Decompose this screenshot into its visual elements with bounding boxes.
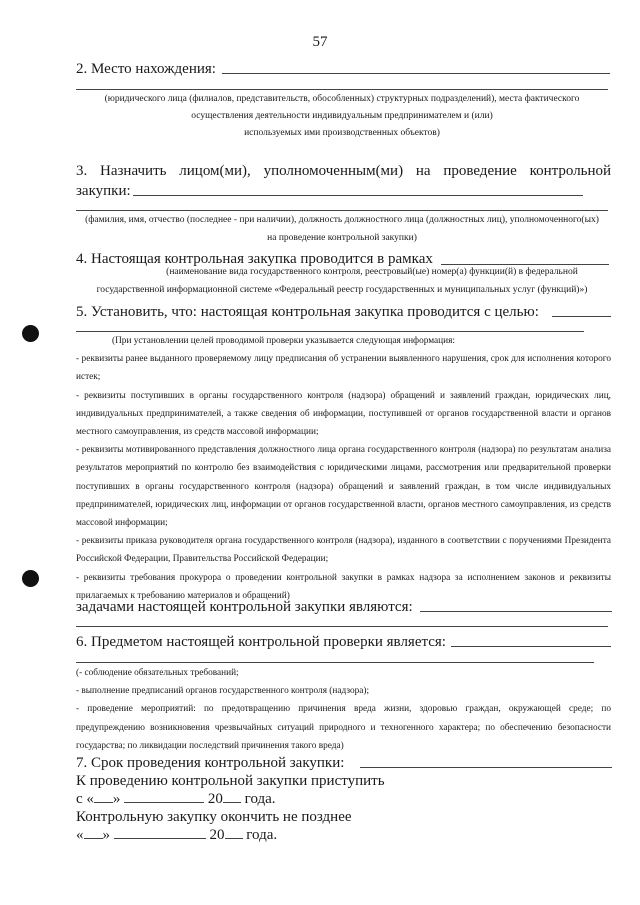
- location-field-line-2[interactable]: [76, 89, 608, 90]
- start-year-field[interactable]: [223, 790, 241, 803]
- end-date: « » 20 года.: [76, 827, 278, 843]
- start-date: с « » 20 года.: [76, 791, 276, 807]
- section-7-heading: 7. Срок проведения контрольной закупки:: [76, 755, 345, 771]
- end-day-field[interactable]: [84, 826, 103, 839]
- section-5-details: (При установлении целей проводимой проверки указывается следующая информация: - реквизиты ранее выданного проверяемому лицу предписания об устранении выявленного нарушения, срок для исполнения которого истек; - реквизиты поступивших в органы государственного контроля (надзора) обращений и заявлений граждан, юридических лиц, индивидуальных предпринимателей, а также сведения об информации, поступившей от органов государственной власти и органов местного самоуправления, из средств массовой информации; - реквизиты мотивированного представления должностного лица органа государственного контроля (надзора) по результатам анализа результатов мероприятий по контролю без взаимодействия с юридическими лицами, рассмотрения или предварительной проверки поступивших в органы государственного контроля (надзора) обращений и заявлений граждан, в том числе индивидуальных предпринимателей, юридических лиц, информации от органов государственной власти, органов местного самоуправления, из средств массовой информации; - реквизиты приказа руководителя органа государственного контроля (надзора), изданного в соответствии с поручениями Президента Российской Федерации, Правительства Российской Федерации; - реквизиты требования прокурора о проведении контрольной закупки в рамках надзора за исполнением законов и реквизиты прилагаемых к требованию материалов и обращений): [76, 336, 611, 601]
- section-4-heading: 4. Настоящая контрольная закупка проводится в рамках: [76, 251, 433, 267]
- section-3-line-2: закупки:: [76, 183, 131, 199]
- start-day-field[interactable]: [94, 790, 113, 803]
- binder-hole: [22, 325, 39, 342]
- section-6-details: (- соблюдение обязательных требований; - выполнение предписаний органов государственного контроля (надзора); - проведение мероприятий: по предотвращению причинения вреда жизни, здоровью граждан, окружающей среде; по предупреждению возникновения чрезвычайных ситуаций природного и техногенного характера; по обеспечению безопасности государства; по ликвидации последствий причинения такого вреда): [76, 668, 611, 751]
- start-label: К проведению контрольной закупки приступить: [76, 773, 385, 789]
- end-label: Контрольную закупку окончить не позднее: [76, 809, 352, 825]
- section-4-note: (наименование вида государственного контроля, реестровый(ые) номер(а) функции(й) в федеральной государственной информационной системе «Федеральный реестр государственных и муниципальных услуг (функций)»): [96, 267, 588, 295]
- section-5-heading: 5. Установить, что: настоящая контрольная закупка проводится с целью:: [76, 304, 539, 320]
- tasks-field[interactable]: [420, 611, 612, 612]
- section-6-heading: 6. Предметом настоящей контрольной проверки является:: [76, 634, 446, 650]
- authorized-person-field-line-2[interactable]: [76, 210, 608, 211]
- section-3-note: (фамилия, имя, отчество (последнее - при наличии), должность должностного лица (должностных лиц), уполномоченного(ых) на проведение контрольной закупки): [85, 215, 599, 243]
- tasks-heading: задачами настоящей контрольной закупки являются:: [76, 599, 413, 615]
- purpose-field[interactable]: [552, 316, 611, 317]
- location-field[interactable]: [222, 73, 610, 74]
- page-number: 57: [312, 34, 328, 50]
- end-year-field[interactable]: [225, 826, 243, 839]
- authorized-person-field[interactable]: [133, 195, 583, 196]
- subject-field[interactable]: [451, 646, 611, 647]
- start-month-field[interactable]: [124, 790, 204, 803]
- binder-hole: [22, 570, 39, 587]
- section-2-note: (юридического лица (филиалов, представительств, обособленных) структурных подразделений), места фактического осуществления деятельности индивидуальным предпринимателем и (или) используемых ими производственных объектов): [104, 94, 580, 138]
- end-month-field[interactable]: [114, 826, 206, 839]
- subject-field-line-2[interactable]: [76, 662, 594, 663]
- tasks-field-line-2[interactable]: [76, 626, 608, 627]
- term-field[interactable]: [360, 767, 612, 768]
- section-3-heading: 3. Назначить лицом(ми), уполномоченным(ми) на проведение контрольной: [76, 163, 612, 179]
- section-2-heading: 2. Место нахождения:: [76, 61, 216, 77]
